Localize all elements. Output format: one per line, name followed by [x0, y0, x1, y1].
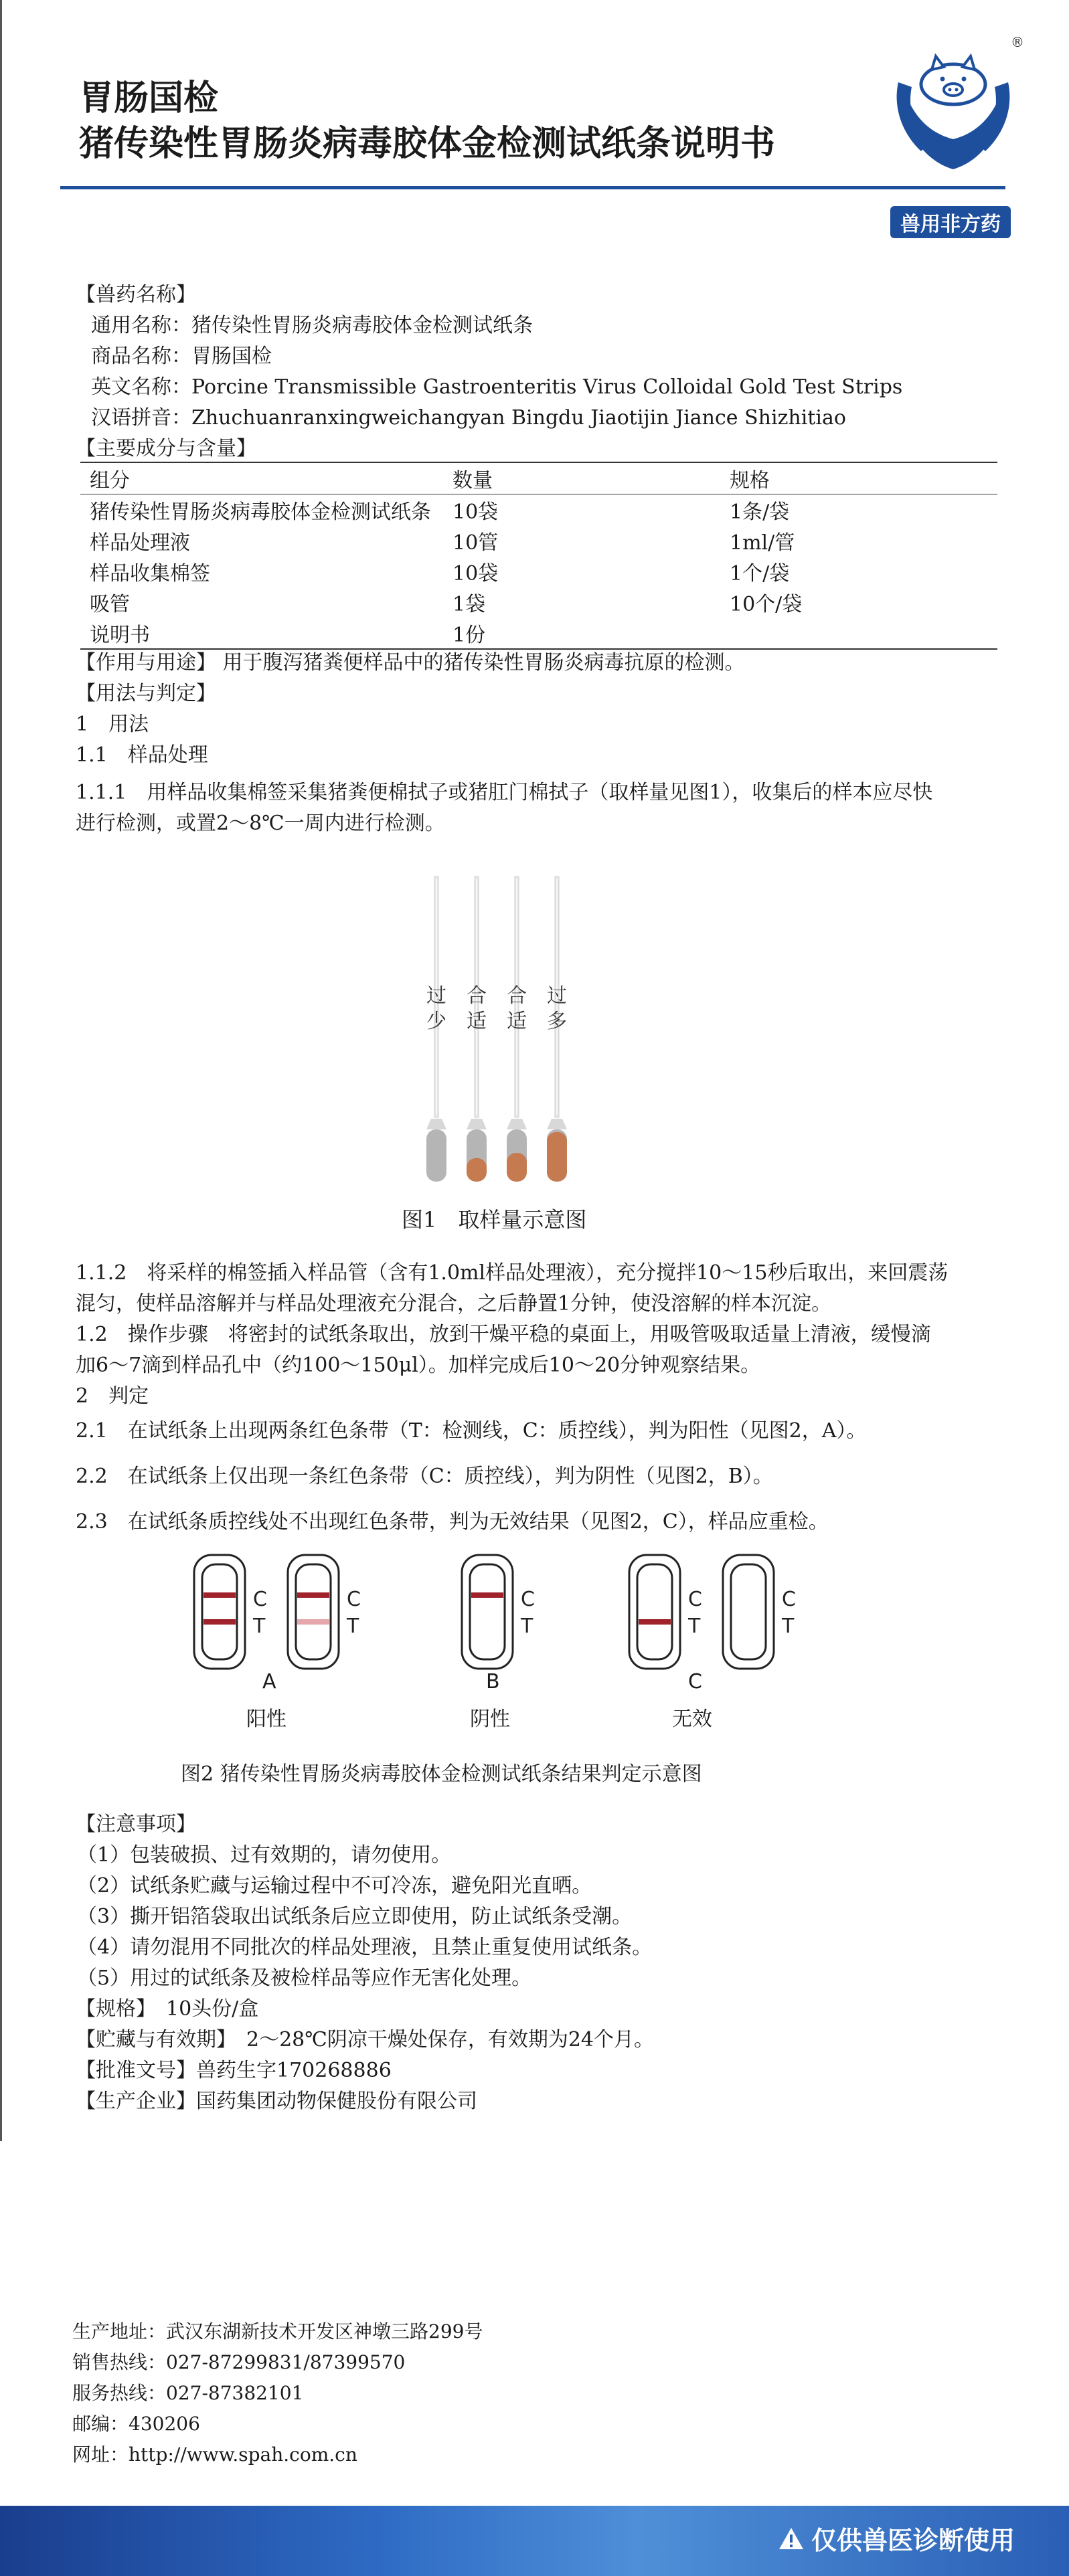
notes-section	[76, 1809, 1006, 2117]
test-line-label: T	[521, 1615, 533, 1638]
test-strip-window	[470, 1564, 505, 1659]
figure1-caption: 图1 取样量示意图	[402, 1207, 587, 1232]
vet-only-notice	[778, 2520, 1015, 2557]
test-strip-window	[731, 1564, 766, 1659]
swab-label-bottom: 适	[467, 1010, 487, 1033]
test-line-label: T	[782, 1615, 795, 1638]
section-2: 2 判定	[76, 1384, 149, 1408]
storage: 【贮藏与有效期】 2～28℃阴凉干燥处保存，有效期为24个月。	[76, 2028, 654, 2051]
document-title: 猪传染性胃肠炎病毒胶体金检测试纸条说明书	[79, 124, 776, 164]
contact-footer	[72, 2316, 483, 2470]
method-heading: 【用法与判定】	[76, 682, 216, 705]
cell-spec: 1条/袋	[730, 500, 790, 524]
figure2-caption: 图2 猪传染性胃肠炎病毒胶体金检测试纸条结果判定示意图	[181, 1762, 702, 1786]
test-line-label: T	[253, 1615, 266, 1638]
control-line-band	[471, 1592, 503, 1598]
group-a-label: 阳性	[246, 1708, 286, 1731]
swab-label-bottom: 少	[426, 1010, 446, 1033]
address: 生产地址：武汉东湖新技术开发区神墩三路299号	[72, 2320, 483, 2342]
notes-heading: 【注意事项】	[76, 1813, 196, 1836]
cell-quantity: 10袋	[453, 500, 499, 524]
table-row	[80, 618, 997, 649]
section-2-1: 2.1 在试纸条上出现两条红色条带（T：检测线，C：质控线），判为阳性（见图2，A）。	[76, 1419, 867, 1443]
swab-label-top: 合	[467, 984, 487, 1008]
col-quantity: 数量	[453, 469, 493, 492]
table-row	[80, 556, 997, 587]
postcode: 邮编：430206	[72, 2413, 200, 2435]
cell-component: 猪传染性胃肠炎病毒胶体金检测试纸条	[90, 500, 431, 524]
website: 网址：http://www.spah.com.cn	[72, 2444, 357, 2466]
page-left-edge	[0, 0, 2, 2141]
swab-neck	[426, 1119, 446, 1129]
cell-quantity: 1份	[453, 624, 486, 647]
section-1-1-2-a: 1.1.2 将采样的棉签插入样品管（含有1.0ml样品处理液），充分搅拌10～15秒后取出，来回震荡	[76, 1261, 949, 1285]
purpose: 【作用与用途】 用于腹泻猪粪便样品中的猪传染性胃肠炎病毒抗原的检测。	[76, 651, 745, 674]
note-item: （3）撕开铝箔袋取出试纸条后应立即使用，防止试纸条受潮。	[77, 1905, 633, 1928]
test-strip-window	[202, 1564, 237, 1659]
group-c-letter: C	[688, 1670, 702, 1693]
section-1-2-b: 加6～7滴到样品孔中（约100～150μl）。加样完成后10～20分钟观察结果。	[76, 1354, 761, 1377]
test-line-band	[203, 1619, 236, 1625]
note-item: （5）用过的试纸条及被检样品等应作无害化处理。	[77, 1966, 532, 1990]
pig-in-hands-logo	[886, 32, 1024, 179]
cell-spec	[720, 618, 997, 649]
section-1-1: 1.1 样品处理	[76, 743, 208, 767]
english-name: 英文名称：Porcine Transmissible Gastroenteritis Virus Colloidal Gold Test Strips	[91, 375, 903, 399]
manufacturer: 【生产企业】国药集团动物保健股份有限公司	[76, 2090, 477, 2113]
vet-only-text: 仅供兽医诊断使用	[811, 2526, 1015, 2555]
note-item: （2）试纸条贮藏与运输过程中不可冷冻，避免阳光直晒。	[77, 1874, 592, 1898]
pinyin-name: 汉语拼音：Zhuchuanranxingweichangyan Bingdu Jiaotijin Jiance Shizhitiao	[91, 406, 846, 430]
group-a-letter: A	[262, 1670, 276, 1693]
warning-triangle-icon	[778, 2526, 805, 2551]
otc-badge: 兽用非方药	[890, 206, 1011, 238]
usage-section-continued	[76, 1258, 1006, 1538]
section-1: 1 用法	[76, 713, 149, 736]
cell-quantity: 1袋	[453, 593, 486, 616]
swab-sample	[547, 1132, 567, 1182]
cell-quantity: 10袋	[453, 562, 499, 585]
cell-quantity: 10管	[453, 531, 499, 555]
swab-tip	[426, 1129, 446, 1182]
swab-neck	[507, 1119, 527, 1129]
note-item: （4）请勿混用不同批次的样品处理液，且禁止重复使用试纸条。	[77, 1936, 653, 1959]
ingredients-heading: 【主要成分与含量】	[76, 437, 256, 460]
swab-sample	[467, 1158, 487, 1182]
cell-component: 吸管	[90, 593, 130, 616]
instructions-body	[76, 280, 1006, 464]
col-component: 组分	[90, 469, 130, 492]
cell-spec: 1ml/管	[730, 531, 795, 555]
section-1-1-2-b: 混匀，使样品溶解并与样品处理液充分混合，之后静置1分钟，使没溶解的样本沉淀。	[76, 1292, 832, 1315]
usage-section	[76, 648, 1006, 839]
common-name: 通用名称：猪传染性胃肠炎病毒胶体金检测试纸条	[91, 314, 533, 337]
sales-hotline: 销售热线：027-87299831/87399570	[72, 2351, 406, 2373]
control-line-label: C	[688, 1588, 702, 1611]
registered-mark: ®	[1011, 34, 1024, 50]
test-line-band	[297, 1619, 329, 1625]
control-line-band	[297, 1592, 329, 1598]
cell-component: 说明书	[90, 624, 150, 647]
result-judgment-figure	[167, 1546, 837, 1679]
control-line-label: C	[521, 1588, 535, 1611]
trade-name: 商品名称：胃肠国检	[91, 345, 272, 368]
drug-name-heading: 【兽药名称】	[76, 283, 196, 306]
table-row	[80, 494, 997, 526]
section-1-1-1-a: 1.1.1 用样品收集棉签采集猪粪便棉拭子或猪肛门棉拭子（取样量见图1），收集后的样本应尽快	[76, 781, 933, 804]
swab-sample	[507, 1153, 527, 1182]
group-b-letter: B	[486, 1670, 500, 1693]
section-1-1-1-b: 进行检测，或置2～8℃一周内进行检测。	[76, 812, 445, 835]
table-row	[80, 525, 997, 556]
test-line-label: T	[688, 1615, 701, 1638]
col-spec: 规格	[730, 469, 770, 492]
brand-title: 胃肠国检	[79, 78, 219, 118]
table-row	[80, 587, 997, 618]
cell-spec: 1个/袋	[730, 562, 790, 585]
section-1-2-a: 1.2 操作步骤 将密封的试纸条取出，放到干燥平稳的桌面上，用吸管吸取适量上清液，缓慢滴	[76, 1323, 931, 1346]
group-b-label: 阴性	[470, 1708, 510, 1731]
cell-component: 样品收集棉签	[90, 562, 210, 585]
swab-label-top: 过	[547, 984, 567, 1008]
section-2-3: 2.3 在试纸条质控线处不出现红色条带，判为无效结果（见图2，C），样品应重检。	[76, 1510, 829, 1534]
spec: 【规格】 10头份/盒	[76, 1997, 259, 2021]
swab-label-top: 合	[507, 984, 527, 1008]
sampling-amount-figure	[388, 870, 629, 1198]
control-line-label: C	[253, 1588, 267, 1611]
test-line-label: T	[347, 1615, 359, 1638]
approval-number: 【批准文号】兽药生字170268886	[76, 2059, 392, 2082]
swab-label-top: 过	[426, 984, 446, 1008]
section-2-2: 2.2 在试纸条上仅出现一条红色条带（C：质控线），判为阴性（见图2，B）。	[76, 1465, 773, 1488]
header-rule	[60, 186, 1005, 189]
cell-spec: 10个/袋	[730, 593, 803, 616]
control-line-label: C	[347, 1588, 361, 1611]
table-header-row	[80, 462, 997, 494]
service-hotline: 服务热线：027-87382101	[72, 2382, 304, 2404]
group-c-label: 无效	[672, 1708, 712, 1731]
swab-neck	[467, 1119, 487, 1129]
swab-label-bottom: 多	[547, 1010, 567, 1033]
swab-label-bottom: 适	[507, 1010, 527, 1033]
control-line-band	[203, 1592, 236, 1598]
control-line-label: C	[782, 1588, 796, 1611]
test-strip-window	[637, 1564, 672, 1659]
cell-component: 样品处理液	[90, 531, 190, 555]
ingredients-table	[80, 462, 997, 650]
test-strip-window	[296, 1564, 331, 1659]
test-line-band	[639, 1619, 671, 1625]
note-item: （1）包装破损、过有效期的，请勿使用。	[77, 1843, 452, 1867]
swab-neck	[547, 1119, 567, 1129]
